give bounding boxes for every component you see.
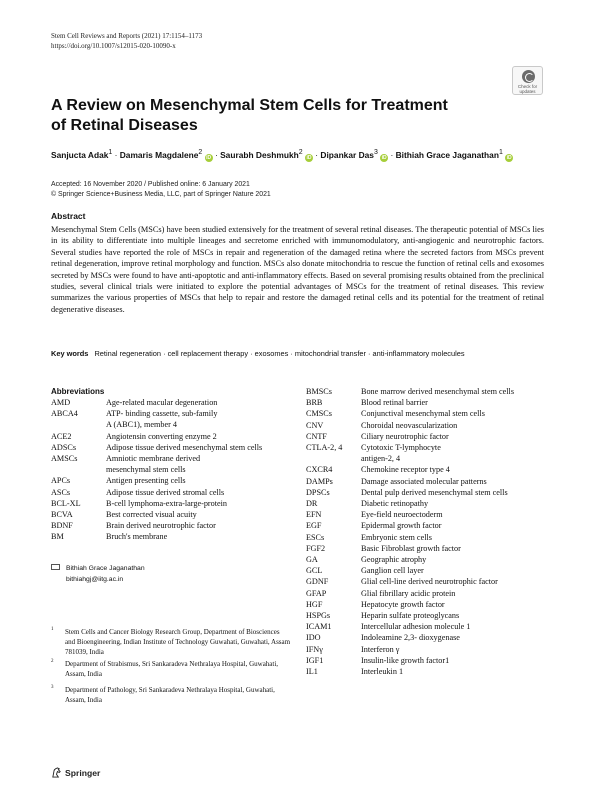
abbreviation-row <box>51 419 291 430</box>
abbreviation-definition: B-cell lymphoma-extra-large-protein <box>106 498 228 508</box>
abbreviation-definition: Cytotoxic T-lymphocyte <box>361 443 441 453</box>
abbreviation-definition: Insulin-like growth factor1 <box>361 655 450 665</box>
abbreviation-term: FGF2 <box>306 543 326 553</box>
affiliation-number: 3 <box>51 685 54 690</box>
abbreviation-row <box>306 453 546 464</box>
abbreviation-row <box>51 520 291 531</box>
keywords-heading: Key words <box>51 349 89 358</box>
abbreviation-term: ADSCs <box>51 442 77 452</box>
abbreviation-row <box>306 476 546 487</box>
abbreviation-definition: antigen-2, 4 <box>361 454 401 464</box>
affiliation-text: Department of Strabismus, Sri Sankaradeva Nethralaya Hospital, Guwahati, Assam, India <box>65 660 279 679</box>
refresh-icon <box>522 70 535 83</box>
abbreviation-row <box>306 431 546 442</box>
abbreviation-row <box>51 397 291 408</box>
abbreviation-row <box>306 420 546 431</box>
abbreviation-term: HSPGs <box>306 611 331 621</box>
abbreviation-term: GDNF <box>306 577 329 587</box>
abbreviation-row <box>306 532 546 543</box>
abbreviation-row <box>51 431 291 442</box>
abbreviation-term: ABCA4 <box>51 409 78 419</box>
orcid-icon[interactable]: iD <box>381 154 387 161</box>
badge-label-line1: Check for <box>517 84 538 89</box>
abbreviation-definition: Blood retinal barrier <box>361 398 428 408</box>
abbreviation-term <box>51 464 106 475</box>
abbreviation-definition: Geographic atrophy <box>361 555 427 565</box>
abbreviation-term: HGF <box>306 599 323 609</box>
orcid-icon[interactable]: iD <box>206 154 212 161</box>
abbreviation-definition: Damage associated molecular patterns <box>361 476 487 486</box>
affiliation-text: Stem Cells and Cancer Biology Research Group, Department of Biosciences and Bioengineering, Indian Institute of Technology Guwahati, Guwahati, Assam 781039, India <box>65 628 291 657</box>
author-name[interactable]: Damaris Magdalene <box>119 149 199 160</box>
author-affiliation-mark: 2 <box>298 149 303 156</box>
abbreviation-row <box>306 554 546 565</box>
abbreviation-definition: Epidermal growth factor <box>361 521 442 531</box>
abbreviation-term: IL1 <box>306 667 318 677</box>
article-meta <box>51 180 271 200</box>
author-separator: · <box>390 149 396 160</box>
abbreviation-term: IFNγ <box>306 644 323 654</box>
abbreviation-definition: Basic Fibroblast growth factor <box>361 543 461 553</box>
abbreviation-row <box>306 386 546 397</box>
abbreviation-definition: ATP- binding cassette, sub-family <box>106 409 218 419</box>
abbreviation-definition: Conjunctival mesenchymal stem cells <box>361 409 485 419</box>
abbreviation-row <box>306 655 546 666</box>
abbreviation-row <box>306 464 546 475</box>
abbreviations-list-right <box>306 386 546 677</box>
author-separator: · <box>315 149 321 160</box>
abbreviation-row <box>51 531 291 542</box>
abbreviation-row <box>51 498 291 509</box>
abbreviation-term: DPSCs <box>306 487 330 497</box>
abbreviation-term: ACE2 <box>51 431 72 441</box>
abbreviation-row <box>306 487 546 498</box>
affiliation <box>51 627 291 658</box>
abstract-text: Mesenchymal Stem Cells (MSCs) have been studied extensively for the treatment of several retinal diseases. The therapeutic potential of MSCs lies in its ability to differentiate into multiple lineages and secretome enriched with immunomodulatory, anti-angiogenic and neurotrophic factors. Several studies have reported the role of MSCs in repair and regeneration of the damaged retina where the secreted factors from MSCs prevent retinal degeneration, improve retinal morphology and function. MSCs also donate mitochondria to rescue the function of retinal cells and exosomes secreted by MSCs were found to have anti-apoptotic and anti-inflammatory effects. Based on several promising results obtained from the preclinical studies, several clinical trials were initiated to explore the potential advantages of MSCs for the treatment of retinal diseases. This review summarizes the various properties of MSCs that help to repair and restore the damaged retinal cells and its potential for the treatment of retinal degenerative diseases. <box>51 225 544 314</box>
abbreviation-term: CNTF <box>306 431 327 441</box>
abbreviation-definition: Hepatocyte growth factor <box>361 599 445 609</box>
abbreviation-row <box>306 599 546 610</box>
abbreviation-row <box>306 644 546 655</box>
author-affiliation-mark: 2 <box>198 149 203 156</box>
abbreviation-definition: Brain derived neurotrophic factor <box>106 521 216 531</box>
abbreviation-row <box>51 509 291 520</box>
author-list <box>51 147 513 162</box>
author-separator: · <box>214 149 221 160</box>
corresponding-email[interactable]: bithiahgj@iitg.ac.in <box>66 575 124 583</box>
abbreviation-definition: Bruch's membrane <box>106 532 168 542</box>
keywords-list: Retinal regeneration · cell replacement therapy · exosomes · mitochondrial transfer · anti-inflammatory molecules <box>94 349 465 358</box>
abbreviation-term: AMSCs <box>51 454 78 464</box>
correspondence <box>51 564 145 585</box>
abbreviation-definition: Age-related macular degeneration <box>106 398 218 407</box>
abbreviation-definition: Amniotic membrane derived <box>106 454 201 464</box>
abbreviation-definition: Chemokine receptor type 4 <box>361 465 450 475</box>
abbreviation-term: EGF <box>306 521 322 531</box>
abbreviation-term: GCL <box>306 566 323 576</box>
journal-citation: Stem Cell Reviews and Reports (2021) 17:1154–1173 <box>51 32 203 40</box>
journal-header <box>51 31 202 51</box>
abbreviations-list-left <box>51 397 291 543</box>
abbreviation-definition: Interleukin 1 <box>361 667 404 677</box>
abbreviation-definition: Glial cell-line derived neurotrophic factor <box>361 577 498 587</box>
corresponding-author: Bithiah Grace Jaganathan <box>66 565 145 572</box>
orcid-icon[interactable]: iD <box>306 154 312 161</box>
affiliation-number: 1 <box>51 627 54 632</box>
abbreviation-term: BMSCs <box>306 387 332 396</box>
springer-horse-icon <box>51 767 62 778</box>
abbreviation-term: APCs <box>51 476 71 486</box>
doi-link[interactable]: https://doi.org/10.1007/s12015-020-10090-x <box>51 42 176 50</box>
abbreviation-term: IGF1 <box>306 655 324 665</box>
author-affiliation-mark: 1 <box>108 149 113 156</box>
abbreviation-definition: Interferon γ <box>361 644 400 654</box>
abbreviation-row <box>306 509 546 520</box>
abbreviation-term: GFAP <box>306 588 327 598</box>
abbreviation-row <box>306 543 546 554</box>
abbreviation-term <box>306 453 361 464</box>
abbreviation-row <box>306 621 546 632</box>
author-name[interactable]: Bithiah Grace Jaganathan <box>395 149 499 160</box>
abbreviation-row <box>306 498 546 509</box>
affiliation <box>51 685 291 705</box>
abbreviation-term: CTLA-2, 4 <box>306 443 343 453</box>
abbreviation-term: BRB <box>306 398 323 408</box>
abstract-heading: Abstract <box>51 211 86 221</box>
affiliation-number: 2 <box>51 659 54 664</box>
author-name[interactable]: Dipankar Das <box>320 149 374 160</box>
abbreviation-definition: Angiotensin converting enzyme 2 <box>106 431 217 441</box>
abbreviation-term: AMD <box>51 398 71 407</box>
abbreviation-term: ESCs <box>306 532 325 542</box>
abbreviation-term: IDO <box>306 633 321 643</box>
abbreviation-definition: Adipose tissue derived stromal cells <box>106 487 225 497</box>
article-title <box>51 96 451 136</box>
abbreviation-row <box>51 408 291 419</box>
abbreviation-term: CXCR4 <box>306 465 333 475</box>
abbreviation-definition: Bone marrow derived mesenchymal stem cells <box>361 387 515 396</box>
abbreviation-row <box>306 576 546 587</box>
abbreviation-row <box>306 442 546 453</box>
publisher-name: Springer <box>65 767 101 778</box>
article-dates: Accepted: 16 November 2020 / Published online: 6 January 2021 <box>51 181 250 188</box>
abbreviation-term: EFN <box>306 510 322 520</box>
abbreviation-row <box>306 520 546 531</box>
author-affiliation-mark: 1 <box>498 149 503 156</box>
abbreviation-definition: Embryonic stem cells <box>361 532 432 542</box>
abbreviation-term: ASCs <box>51 487 71 497</box>
abbreviation-term: GA <box>306 555 318 565</box>
abbreviation-row <box>51 487 291 498</box>
badge-label-line2: updates <box>519 89 536 94</box>
abbreviation-row <box>306 397 546 408</box>
abbreviation-definition: Best corrected visual acuity <box>106 510 197 520</box>
abbreviation-row <box>306 632 546 643</box>
abbreviation-definition: Intercellular adhesion molecule 1 <box>361 622 471 632</box>
abbreviation-definition: Ciliary neurotrophic factor <box>361 431 449 441</box>
abbreviation-row <box>51 442 291 453</box>
abbreviation-definition: Ganglion cell layer <box>361 566 424 576</box>
abbreviation-term: DR <box>306 499 318 509</box>
abbreviation-definition: Adipose tissue derived mesenchymal stem cells <box>106 442 263 452</box>
title-line-1: A Review on Mesenchymal Stem Cells for Treatment <box>51 97 448 114</box>
abbreviation-term: BM <box>51 532 64 542</box>
abbreviation-row <box>306 610 546 621</box>
abbreviation-term: CNV <box>306 420 324 430</box>
abbreviation-definition: Antigen presenting cells <box>106 476 186 486</box>
envelope-icon <box>51 564 60 570</box>
abbreviation-term: CMSCs <box>306 409 332 419</box>
keywords <box>51 349 465 359</box>
abbreviation-definition: Choroidal neovascularization <box>361 420 458 430</box>
abbreviation-row <box>306 408 546 419</box>
abbreviation-row <box>51 475 291 486</box>
abbreviation-definition: Dental pulp derived mesenchymal stem cells <box>361 487 508 497</box>
abbreviation-term: ICAM1 <box>306 622 332 632</box>
abbreviation-row <box>306 666 546 677</box>
check-for-updates-badge[interactable] <box>512 66 543 95</box>
author-name[interactable]: Saurabh Deshmukh <box>220 149 299 160</box>
abbreviation-definition: Diabetic retinopathy <box>361 499 429 509</box>
abbreviation-term <box>51 419 106 430</box>
abbreviation-term: BDNF <box>51 521 73 531</box>
author-name[interactable]: Sanjucta Adak <box>51 149 109 160</box>
abbreviation-row <box>51 464 291 475</box>
abbreviation-definition: A (ABC1), member 4 <box>106 420 177 430</box>
abbreviation-row <box>306 588 546 599</box>
abbreviation-term: DAMPs <box>306 476 333 486</box>
publisher-logo <box>51 767 100 778</box>
abbreviation-definition: Indoleamine 2,3- dioxygenase <box>361 633 460 643</box>
abbreviation-term: BCVA <box>51 510 73 520</box>
abbreviations-heading: Abbreviations <box>51 387 105 396</box>
abbreviation-definition: mesenchymal stem cells <box>106 465 186 475</box>
copyright-notice: © Springer Science+Business Media, LLC, part of Springer Nature 2021 <box>51 191 271 198</box>
orcid-icon[interactable]: iD <box>506 154 512 161</box>
abbreviation-row <box>51 453 291 464</box>
title-line-2: of Retinal Diseases <box>51 117 198 134</box>
abbreviation-definition: Glial fibrillary acidic protein <box>361 588 456 598</box>
abbreviation-definition: Eye-field neuroectoderm <box>361 510 443 520</box>
abbreviation-definition: Heparin sulfate proteoglycans <box>361 611 460 621</box>
author-separator: · <box>114 149 120 160</box>
affiliation <box>51 659 291 679</box>
affiliation-text: Department of Pathology, Sri Sankaradeva Nethralaya Hospital, Guwahati, Assam, India <box>65 686 275 705</box>
author-affiliation-mark: 3 <box>373 149 378 156</box>
abbreviation-row <box>306 565 546 576</box>
abbreviation-term: BCL-XL <box>51 498 81 508</box>
